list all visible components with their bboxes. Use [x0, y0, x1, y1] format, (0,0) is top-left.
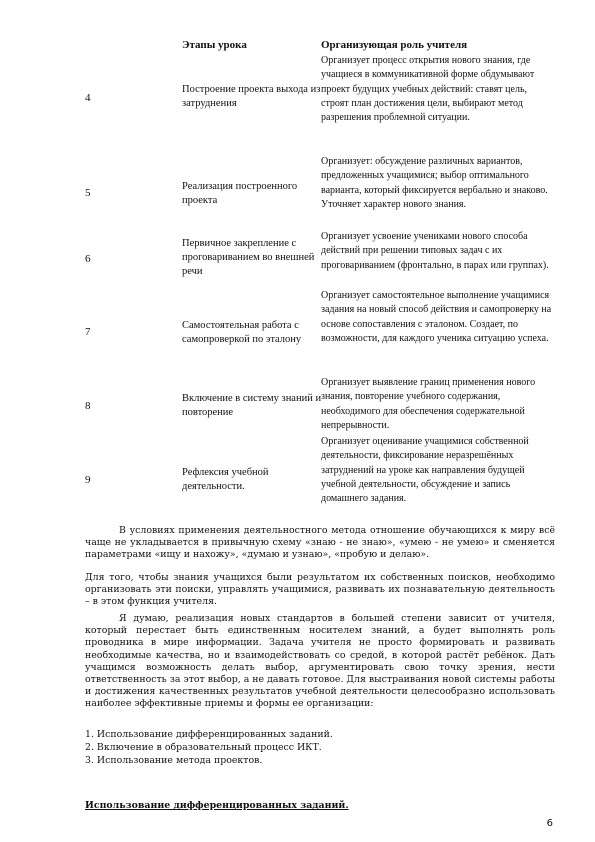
row-number: 4 — [85, 92, 91, 104]
stage-name: Самостоятельная работа с самопроверкой по эталону — [182, 320, 302, 345]
teacher-role: Организует самостоятельное выполнение учащимися задания на новый способ действия и самопроверку на основе сопоставления с эталоном. Создает, по возможности, для каждого ученика ситуацию успеха. — [321, 290, 552, 344]
teacher-role: Организует усвоение учениками нового способа действий при решении типовых задач с их проговариванием (фронтально, в парах или группах). — [321, 231, 549, 271]
teacher-role: Организует процесс открытия нового знания, где учащиеся в коммуникативной форме обдумывают проект будущих учебных действий: ставят цель, строят план достижения цели, выбирают метод разрешения проблемной ситуации. — [321, 55, 535, 124]
row-number: 5 — [85, 187, 91, 199]
row-number: 7 — [85, 326, 91, 338]
body-paragraph: Для того, чтобы знания учащихся были результатом их собственных поисков, необходимо организовать эти поиски, управлять учащимися, развивать их познавательную деятельность – в этом функция учителя. — [85, 572, 555, 608]
table-header-role: Организующая роль учителя — [321, 39, 468, 51]
page-number: 6 — [546, 818, 553, 829]
row-number: 9 — [85, 474, 91, 486]
row-number: 8 — [85, 400, 91, 412]
list-item: 2. Включение в образовательный процесс ИКТ. — [85, 742, 322, 753]
stage-name: Рефлексия учебной деятельности. — [182, 467, 269, 492]
stage-name: Реализация построенного проекта — [182, 181, 298, 206]
teacher-role: Организует оценивание учащимися собственной деятельности, фиксирование неразрешённых затруднений на уроке как направления будущей учебной деятельности, обсуждение и запись домашнего задания. — [321, 436, 529, 505]
list-item: 1. Использование дифференцированных заданий. — [85, 729, 333, 740]
body-paragraph: Я думаю, реализация новых стандартов в большей степени зависит от учителя, который перестает быть единственным носителем знаний, а будет выполнять роль проводника в мире информации. Задача учителя не просто формировать и развивать необходимые качества, но и взаимодействовать со средой, в которой растёт ребёнок. Дать учащимся возможность делать выбор, аргументировать свою точку зрения, нести ответственность за этот выбор, а не давать готовое. Для выстраивания новой системы работы и достижения качественных результатов учебной деятельности целесообразно использовать наиболее эффективные приемы и формы ее организации: — [85, 613, 555, 710]
teacher-role: Организует выявление границ применения нового знания, повторение учебного содержания, необходимого для обеспечения содержательной непрерывности. — [321, 377, 536, 431]
section-heading: Использование дифференцированных заданий. — [85, 800, 349, 811]
body-paragraph: В условиях применения деятельностного метода отношение обучающихся к миру всё чаще не укладывается в привычную схему «знаю - не знаю», «умею - не умею» и сменяется параметрами «ищу и нахожу», «думаю и узнаю», «пробую и делаю». — [85, 525, 555, 561]
list-item: 3. Использование метода проектов. — [85, 755, 263, 766]
table-header-stages: Этапы урока — [182, 39, 247, 51]
row-number: 6 — [85, 253, 91, 265]
stage-name: Построение проекта выхода из затруднения — [182, 84, 321, 109]
stage-name: Первичное закрепление с проговариванием во внешней речи — [182, 238, 315, 277]
stage-name: Включение в систему знаний и повторение — [182, 393, 322, 418]
teacher-role: Организует: обсуждение различных вариантов, предложенных учащимися; выбор оптимального варианта, который фиксируется вербально и знаково. Уточняет характер нового знания. — [321, 156, 548, 210]
